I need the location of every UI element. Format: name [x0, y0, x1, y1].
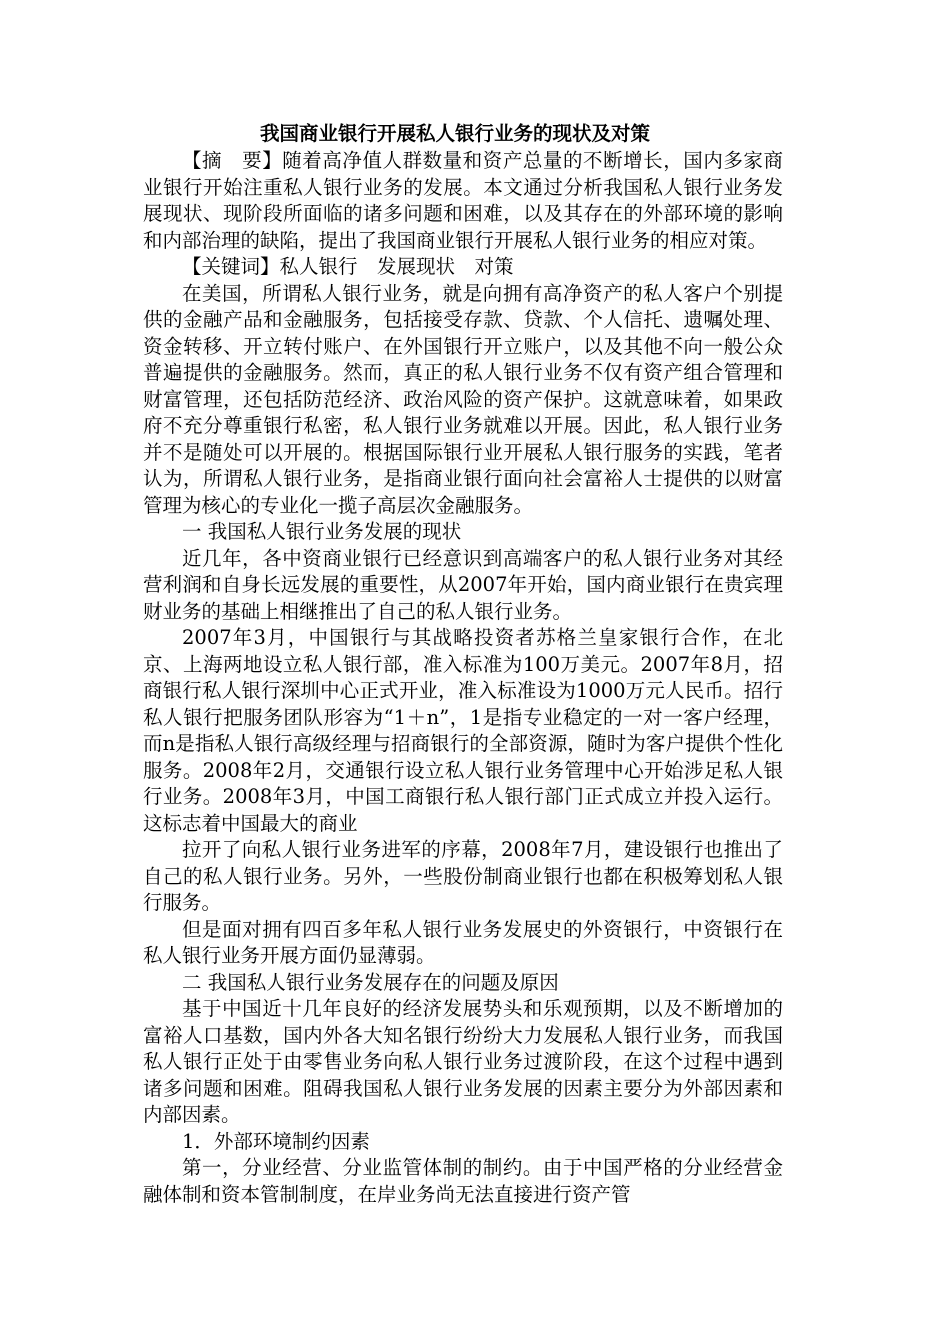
body-paragraph: 第一，分业经营、分业监管体制的制约。由于中国严格的分业经营金融体制和资本管制制度，在岸业务尚无法直接进行资产管: [143, 1156, 783, 1206]
body-paragraph: 但是面对拥有四百多年私人银行业务发展史的外资银行，中资银行在私人银行业务开展方面仍显薄弱。: [143, 917, 783, 967]
body-paragraph: 2007年3月，中国银行与其战略投资者苏格兰皇家银行合作，在北京、上海两地设立私人银行部，准入标准为100万美元。2007年8月，招商银行私人银行深圳中心正式开业，准入标准设为1000万元人民币。招行私人银行把服务团队形容为“1＋n”，1是指专业稳定的一对一客户经理，而n是指私人银行高级经理与招商银行的全部资源，随时为客户提供个性化服务。2008年2月，交通银行设立私人银行业务管理中心开始涉足私人银行业务。2008年3月，中国工商银行私人银行部门正式成立并投入运行。这标志着中国最大的商业: [143, 626, 783, 835]
body-paragraph: 拉开了向私人银行业务进军的序幕，2008年7月，建设银行也推出了自己的私人银行业务。另外，一些股份制商业银行也都在积极筹划私人银行服务。: [143, 838, 783, 914]
document-title: 我国商业银行开展私人银行业务的现状及对策: [260, 122, 651, 145]
body-paragraph: 基于中国近十几年良好的经济发展势头和乐观预期，以及不断增加的富裕人口基数，国内外各大知名银行纷纷大力发展私人银行业务，而我国私人银行正处于由零售业务向私人银行业务过渡阶段，在这个过程中遇到诸多问题和困难。阻碍我国私人银行业务发展的因素主要分为外部因素和内部因素。: [143, 997, 783, 1126]
body-paragraph: 近几年，各中资商业银行已经意识到高端客户的私人银行业务对其经营利润和自身长远发展的重要性，从2007年开始，国内商业银行在贵宾理财业务的基础上相继推出了自己的私人银行业务。: [143, 546, 783, 623]
keywords-paragraph: 【关键词】私人银行 发展现状 对策: [182, 255, 514, 278]
subsection-heading: 1．外部环境制约因素: [182, 1129, 370, 1153]
section-heading: 二 我国私人银行业务发展存在的问题及原因: [182, 970, 559, 994]
document-page: [143, 120, 783, 1208]
abstract-paragraph: 【摘 要】随着高净值人群数量和资产总量的不断增长，国内多家商业银行开始注重私人银行业务的发展。本文通过分析我国私人银行业务发展现状、现阶段所面临的诸多问题和困难，以及其存在的外部环境的影响和内部治理的缺陷，提出了我国商业银行开展私人银行业务的相应对策。: [143, 149, 783, 252]
section-heading: 一 我国私人银行业务发展的现状: [182, 520, 462, 543]
body-paragraph: 在美国，所谓私人银行业务，就是向拥有高净资产的私人客户个别提供的金融产品和金融服务，包括接受存款、贷款、个人信托、遗嘱处理、资金转移、开立转付账户、在外国银行开立账户，以及其他不向一般公众普遍提供的金融服务。然而，真正的私人银行业务不仅有资产组合管理和财富管理，还包括防范经济、政治风险的资产保护。这就意味着，如果政府不充分尊重银行私密，私人银行业务就难以开展。因此，私人银行业务并不是随处可以开展的。根据国际银行业开展私人银行服务的实践，笔者认为，所谓私人银行业务，是指商业银行面向社会富裕人士提供的以财富管理为核心的专业化一揽子高层次金融服务。: [143, 281, 783, 517]
